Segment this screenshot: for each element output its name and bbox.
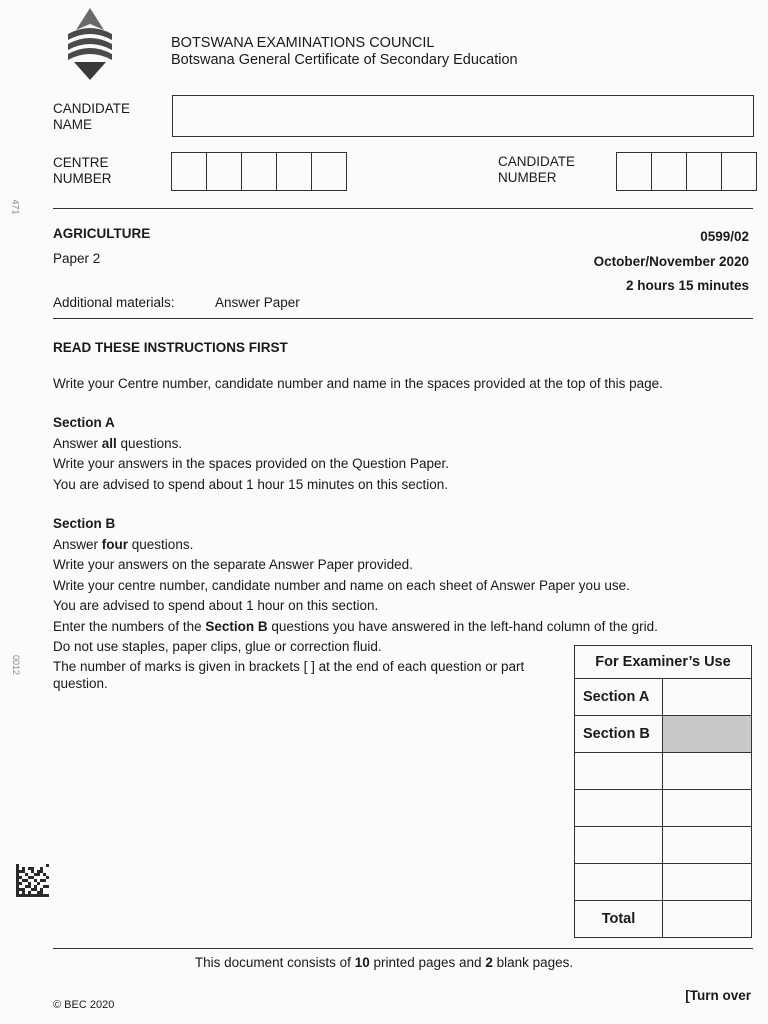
centre-number-label: CENTRE NUMBER — [53, 155, 112, 186]
question-number-cell[interactable] — [575, 753, 663, 790]
mark-cell[interactable] — [663, 790, 752, 827]
centre-number-cell[interactable] — [277, 153, 312, 190]
section-b-title: Section B — [53, 516, 116, 531]
candidate-number-label: CANDIDATE NUMBER — [498, 154, 576, 185]
page-count-note: This document consists of 10 printed pages and 2 blank pages. — [194, 955, 574, 970]
section-b-line: Write your answers on the separate Answer Paper provided. — [53, 557, 413, 572]
candidate-number-field[interactable] — [616, 152, 757, 191]
side-mark-top: 471 — [10, 199, 21, 215]
section-a-title: Section A — [53, 415, 115, 430]
section-b-shaded-cell — [663, 716, 752, 753]
section-a-line: Write your answers in the spaces provided on the Question Paper. — [53, 456, 449, 471]
total-mark-cell[interactable] — [663, 901, 752, 938]
divider — [53, 318, 753, 319]
question-number-cell[interactable] — [575, 790, 663, 827]
org-name: BOTSWANA EXAMINATIONS COUNCIL — [171, 35, 435, 51]
centre-number-field[interactable] — [171, 152, 347, 191]
paper-code: 0599/02 — [700, 229, 749, 244]
turn-over: [Turn over — [685, 988, 751, 1003]
exam-duration: 2 hours 15 minutes — [625, 278, 749, 293]
section-b-line: Answer four questions. — [53, 536, 194, 552]
subject: AGRICULTURE — [53, 226, 151, 241]
centre-number-cell[interactable] — [207, 153, 242, 190]
candidate-name-label: CANDIDATE NAME — [53, 101, 131, 132]
section-b-line: Write your centre number, candidate number and name on each sheet of Answer Paper you use. — [53, 577, 630, 593]
section-a-row-label: Section A — [575, 679, 663, 716]
candidate-number-cell[interactable] — [722, 153, 756, 190]
exam-session: October/November 2020 — [593, 254, 749, 269]
mark-cell[interactable] — [663, 753, 752, 790]
total-row-label: Total — [575, 901, 663, 938]
candidate-number-cell[interactable] — [652, 153, 687, 190]
mark-cell[interactable] — [663, 827, 752, 864]
section-b-line: You are advised to spend about 1 hour on this section. — [53, 598, 379, 613]
candidate-number-cell[interactable] — [687, 153, 722, 190]
centre-number-cell[interactable] — [242, 153, 277, 190]
mark-cell[interactable] — [663, 864, 752, 901]
certificate-name: Botswana General Certificate of Secondary Education — [171, 52, 518, 68]
centre-number-cell[interactable] — [172, 153, 207, 190]
section-b-row-label: Section B — [575, 716, 663, 753]
instructions-heading: READ THESE INSTRUCTIONS FIRST — [53, 340, 288, 355]
materials-value: Answer Paper — [215, 295, 300, 310]
section-a-line: You are advised to spend about 1 hour 15 minutes on this section. — [53, 476, 449, 492]
instructions — [53, 338, 753, 692]
section-b-line: The number of marks is given in brackets [ ] at the end of each question or part — [53, 658, 525, 674]
section-b-line: Enter the numbers of the Section B questions you have answered in the left-hand column of the grid. — [53, 618, 658, 634]
examiner-use-table — [574, 645, 752, 938]
divider — [53, 948, 753, 949]
copyright: © BEC 2020 — [53, 999, 115, 1011]
barcode-icon — [16, 864, 49, 897]
paper-number: Paper 2 — [53, 251, 101, 266]
section-b-line: question. — [53, 675, 108, 691]
question-number-cell[interactable] — [575, 864, 663, 901]
candidate-number-cell[interactable] — [617, 153, 652, 190]
divider — [53, 208, 753, 209]
instructions-intro: Write your Centre number, candidate number and name in the spaces provided at the top of this page. — [53, 375, 663, 391]
section-a-line: Answer all questions. — [53, 435, 183, 451]
centre-number-cell[interactable] — [312, 153, 346, 190]
bec-logo — [64, 8, 116, 80]
side-mark-mid: 0012 — [11, 654, 22, 676]
section-a-mark-cell[interactable] — [663, 679, 752, 716]
section-b-line: Do not use staples, paper clips, glue or correction fluid. — [53, 639, 382, 654]
materials-label: Additional materials: — [53, 295, 175, 310]
examiner-table-header: For Examiner’s Use — [575, 646, 752, 679]
candidate-name-field[interactable] — [172, 95, 754, 137]
question-number-cell[interactable] — [575, 827, 663, 864]
